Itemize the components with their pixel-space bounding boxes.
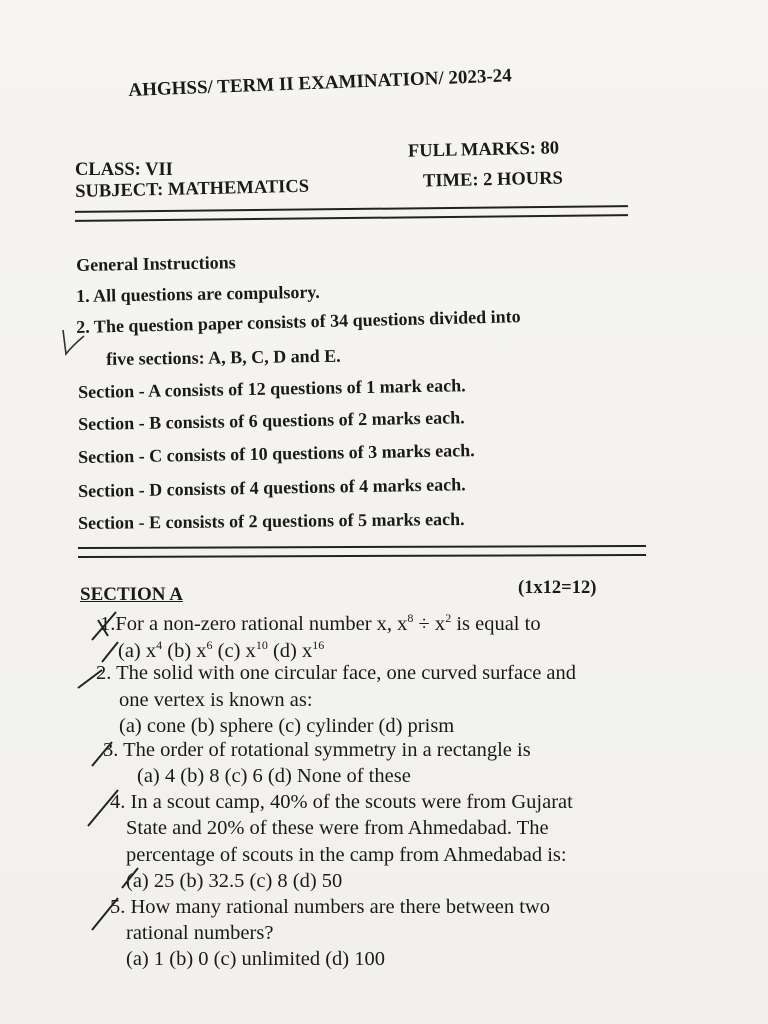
question-4-options: (a) 25 (b) 32.5 (c) 8 (d) 50: [126, 870, 343, 892]
question-2-options: (a) cone (b) sphere (c) cylinder (d) prism: [119, 715, 455, 737]
time-allowed: TIME: 2 HOURS: [422, 168, 563, 192]
check-mark-icon: [84, 786, 124, 830]
check-mark-icon: [74, 664, 108, 694]
check-mark-icon: [88, 738, 118, 770]
instruction-item: Section - B consists of 6 questions of 2 marks each.: [78, 407, 465, 434]
question-5-options: (a) 1 (b) 0 (c) unlimited (d) 100: [126, 948, 386, 970]
question-4-line: percentage of scouts in the camp from Ahmedabad is:: [126, 844, 567, 866]
exam-title: AHGHSS/ TERM II EXAMINATION/ 2023-24: [128, 65, 513, 101]
question-3: 3. The order of rotational symmetry in a rectangle is: [103, 739, 531, 761]
question-text: is equal to: [451, 612, 541, 635]
option-text: (a) x: [118, 639, 157, 662]
instruction-item: 2. The question paper consists of 34 questions divided into: [76, 306, 521, 337]
question-4-line: State and 20% of these were from Ahmedabad. The: [126, 817, 549, 839]
exponent: 4: [156, 638, 163, 652]
option-text: (d) x: [267, 639, 313, 662]
exponent: 6: [206, 638, 213, 652]
instructions-heading: General Instructions: [76, 252, 236, 275]
exponent: 10: [255, 638, 268, 652]
check-mark-icon: [118, 864, 144, 894]
class-label: CLASS: VII: [75, 160, 173, 180]
header-divider: [75, 205, 628, 222]
question-3-options: (a) 4 (b) 8 (c) 6 (d) None of these: [137, 765, 411, 787]
instruction-item: Section - D consists of 4 questions of 4 marks each.: [78, 474, 466, 501]
check-mark-icon: [58, 322, 88, 362]
instruction-item: Section - E consists of 2 questions of 5 marks each.: [78, 508, 465, 533]
instruction-item: Section - C consists of 10 questions of 3 marks each.: [78, 440, 475, 467]
instructions-divider: [78, 545, 646, 558]
section-a-heading: SECTION A: [80, 584, 183, 605]
check-mark-icon: [88, 894, 124, 934]
instruction-item: 1. All questions are compulsory.: [76, 281, 321, 306]
question-number: 1.: [100, 612, 116, 635]
instruction-item: Section - A consists of 12 questions of 1 mark each.: [78, 375, 466, 402]
exponent: 2: [445, 611, 452, 625]
question-5-line: rational numbers?: [126, 922, 274, 944]
option-text: (b) x: [162, 639, 207, 662]
subject: SUBJECT: MATHEMATICS: [75, 176, 310, 202]
full-marks: FULL MARKS: 80: [407, 138, 560, 162]
exponent: 8: [407, 611, 414, 625]
exponent: 16: [312, 638, 325, 652]
section-a-marks: (1x12=12): [518, 578, 597, 598]
question-5: 5. How many rational numbers are there between two: [110, 896, 551, 918]
question-text: For a non-zero rational number x, x: [115, 612, 408, 635]
instruction-item: five sections: A, B, C, D and E.: [106, 345, 341, 369]
question-text: ÷ x: [413, 612, 446, 635]
question-1-options: [118, 638, 324, 663]
question-1: [100, 611, 541, 636]
question-4: 4. In a scout camp, 40% of the scouts were from Gujarat: [110, 791, 573, 813]
question-2-line: one vertex is known as:: [119, 689, 313, 711]
question-2: 2. The solid with one circular face, one curved surface and: [96, 662, 577, 684]
option-text: (c) x: [212, 639, 256, 662]
